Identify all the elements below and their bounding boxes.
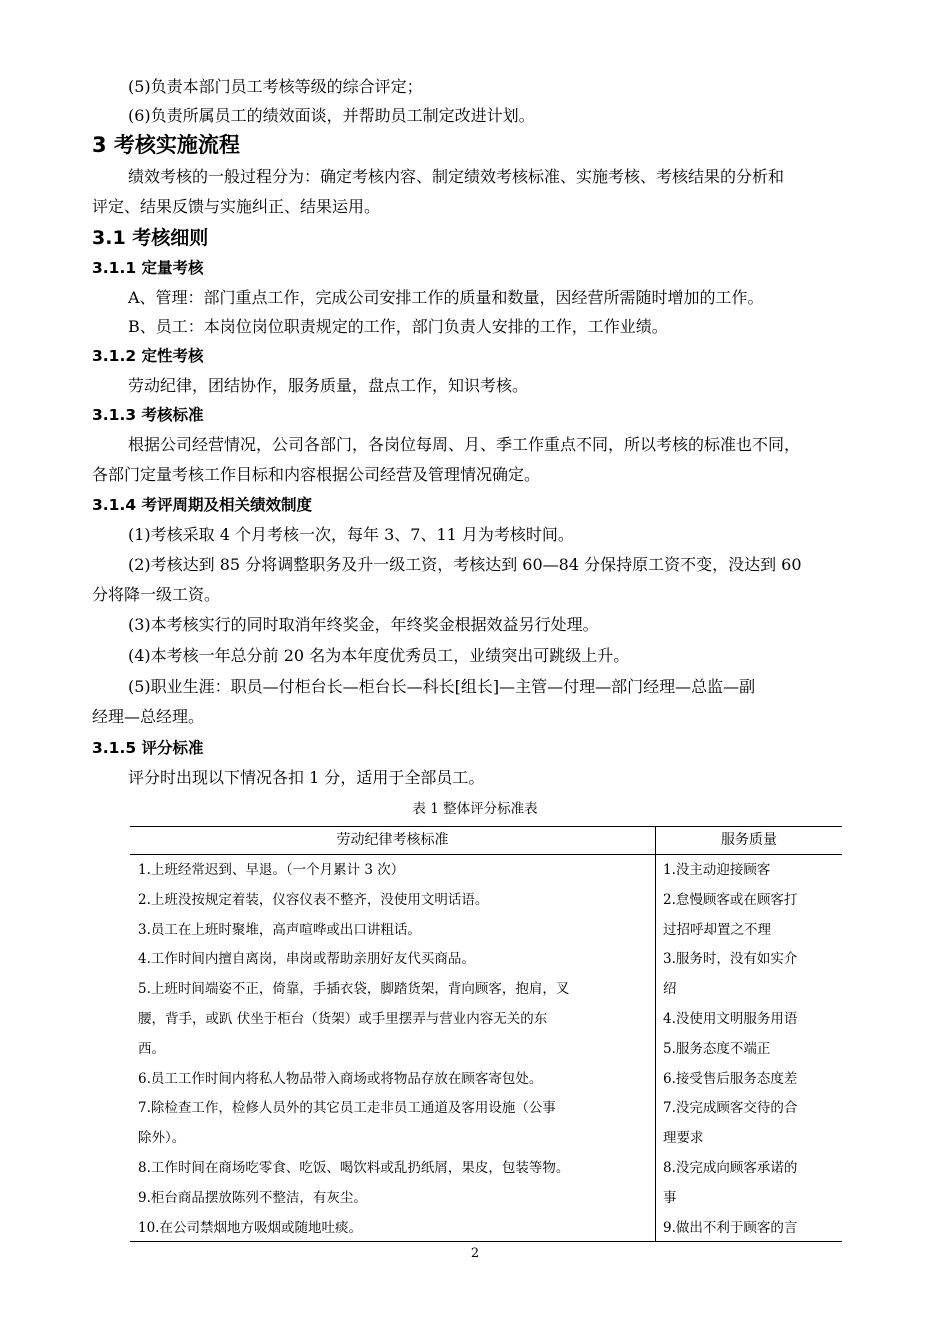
table-column-service-quality bbox=[663, 856, 841, 1243]
service-criterion-line: 5.服务态度不端正 bbox=[663, 1040, 771, 1057]
discipline-criterion-line: 8.工作时间在商场吃零食、吃饭、喝饮料或乱扔纸屑，果皮，包装等物。 bbox=[138, 1159, 570, 1176]
section-3-paragraph-line-1: 绩效考核的一般过程分为：确定考核内容、制定绩效考核标准、实施考核、考核结果的分析和 bbox=[128, 167, 785, 186]
service-criterion-line: 事 bbox=[663, 1189, 677, 1206]
discipline-criterion-line: 4.工作时间内擅自离岗，串岗或帮助亲朋好友代买商品。 bbox=[138, 951, 475, 968]
discipline-criterion-line: 6.员工工作时间内将私人物品带入商场或将物品存放在顾客寄包处。 bbox=[138, 1070, 543, 1087]
section-3-1-4-item-2-line-2: 分将降一级工资。 bbox=[92, 585, 221, 604]
section-3-1-4-item-3: (3)本考核实行的同时取消年终奖金，年终奖金根据效益另行处理。 bbox=[128, 615, 599, 634]
discipline-criterion-line: 1.上班经常迟到、早退。（一个月累计 3 次） bbox=[138, 862, 405, 878]
service-criterion-line: 8.没完成向顾客承诺的 bbox=[663, 1159, 798, 1176]
discipline-criterion-line: 9.柜台商品摆放陈列不整洁，有灰尘。 bbox=[138, 1189, 367, 1206]
section-3-1-4-item-2-line-1: (2)考核达到 85 分将调整职务及升一级工资，考核达到 60—84 分保持原工资不变，没达到 60 bbox=[128, 555, 802, 574]
section-3-1-1-heading: 3.1.1 定量考核 bbox=[92, 259, 204, 277]
section-3-1-4-item-1: (1)考核采取 4 个月考核一次，每年 3、7、11 月为考核时间。 bbox=[128, 525, 574, 544]
service-criterion-line: 理要求 bbox=[663, 1130, 704, 1147]
section-3-1-5-heading: 3.1.5 评分标准 bbox=[92, 739, 204, 757]
section-3-1-2-text: 劳动纪律，团结协作，服务质量，盘点工作，知识考核。 bbox=[128, 376, 529, 395]
section-3-1-1-item-a: A、管理：部门重点工作，完成公司安排工作的质量和数量，因经营所需随时增加的工作。 bbox=[128, 288, 764, 307]
intro-item-6: (6)负责所属员工的绩效面谈，并帮助员工制定改进计划。 bbox=[128, 106, 535, 125]
discipline-criterion-line: 2.上班没按规定着装，仪容仪表不整齐，没使用文明话语。 bbox=[138, 891, 489, 908]
discipline-criterion-line: 除外）。 bbox=[138, 1130, 186, 1147]
section-3-heading: 3 考核实施流程 bbox=[92, 133, 240, 157]
service-criterion-line: 9.做出不利于顾客的言 bbox=[663, 1219, 798, 1236]
section-3-1-1-item-b: B、员工：本岗位岗位职责规定的工作，部门负责人安排的工作，工作业绩。 bbox=[128, 317, 668, 336]
table-header-divider bbox=[130, 854, 842, 855]
service-criterion-line: 7.没完成顾客交待的合 bbox=[663, 1100, 798, 1117]
service-criterion-line: 6.接受售后服务态度差 bbox=[663, 1070, 798, 1087]
section-3-1-3-line-2: 各部门定量考核工作目标和内容根据公司经营及管理情况确定。 bbox=[92, 465, 541, 484]
section-3-1-3-line-1: 根据公司经营情况，公司各部门，各岗位每周、月、季工作重点不同，所以考核的标准也不同， bbox=[128, 435, 801, 454]
table-header-discipline: 劳动纪律考核标准 bbox=[336, 832, 449, 848]
service-criterion-line: 过招呼却置之不理 bbox=[663, 921, 771, 938]
scoring-standard-table bbox=[130, 826, 842, 1242]
intro-item-5: (5)负责本部门员工考核等级的综合评定； bbox=[128, 77, 423, 96]
discipline-criterion-line: 7.除检查工作，检修人员外的其它员工走非员工通道及客用设施（公事 bbox=[138, 1100, 556, 1117]
section-3-1-4-item-5-line-1: (5)职业生涯：职员—付柜台长—柜台长—科长[组长]—主管—付理—部门经理—总监—副 bbox=[128, 677, 756, 696]
service-criterion-line: 1.没主动迎接顾客 bbox=[663, 862, 771, 878]
service-criterion-line: 3.服务时，没有如实介 bbox=[663, 951, 798, 968]
service-criterion-line: 2.怠慢顾客或在顾客打 bbox=[663, 891, 798, 908]
service-criterion-line: 4.没使用文明服务用语 bbox=[663, 1010, 798, 1027]
section-3-1-4-item-4: (4)本考核一年总分前 20 名为本年度优秀员工，业绩突出可跳级上升。 bbox=[128, 646, 630, 665]
table-column-divider bbox=[655, 827, 656, 1241]
discipline-criterion-line: 腰，背手，或趴 伏坐于柜台（货架）或手里摆弄与营业内容无关的东 bbox=[138, 1010, 548, 1027]
section-3-1-2-heading: 3.1.2 定性考核 bbox=[92, 347, 204, 365]
discipline-criterion-line: 5.上班时间端姿不正，倚靠，手插衣袋，脚踏货架，背向顾客，抱肩，叉 bbox=[138, 981, 570, 998]
discipline-criterion-line: 10.在公司禁烟地方吸烟或随地吐痰。 bbox=[138, 1219, 362, 1236]
section-3-1-4-heading: 3.1.4 考评周期及相关绩效制度 bbox=[92, 496, 313, 514]
table-header-service-quality: 服务质量 bbox=[721, 832, 777, 848]
table-column-discipline bbox=[138, 856, 650, 1243]
section-3-1-3-heading: 3.1.3 考核标准 bbox=[92, 406, 204, 424]
table-caption: 表 1 整体评分标准表 bbox=[412, 801, 538, 817]
page-number: 2 bbox=[470, 1246, 480, 1261]
section-3-1-heading: 3.1 考核细则 bbox=[92, 227, 209, 249]
section-3-paragraph-line-2: 评定、结果反馈与实施纠正、结果运用。 bbox=[92, 197, 381, 216]
section-3-1-5-text: 评分时出现以下情况各扣 1 分，适用于全部员工。 bbox=[128, 768, 485, 787]
section-3-1-4-item-5-line-2: 经理—总经理。 bbox=[92, 707, 205, 726]
service-criterion-line: 绍 bbox=[663, 981, 677, 998]
discipline-criterion-line: 3.员工在上班时聚堆，高声喧哗或出口讲粗话。 bbox=[138, 921, 421, 938]
discipline-criterion-line: 西。 bbox=[138, 1040, 165, 1057]
